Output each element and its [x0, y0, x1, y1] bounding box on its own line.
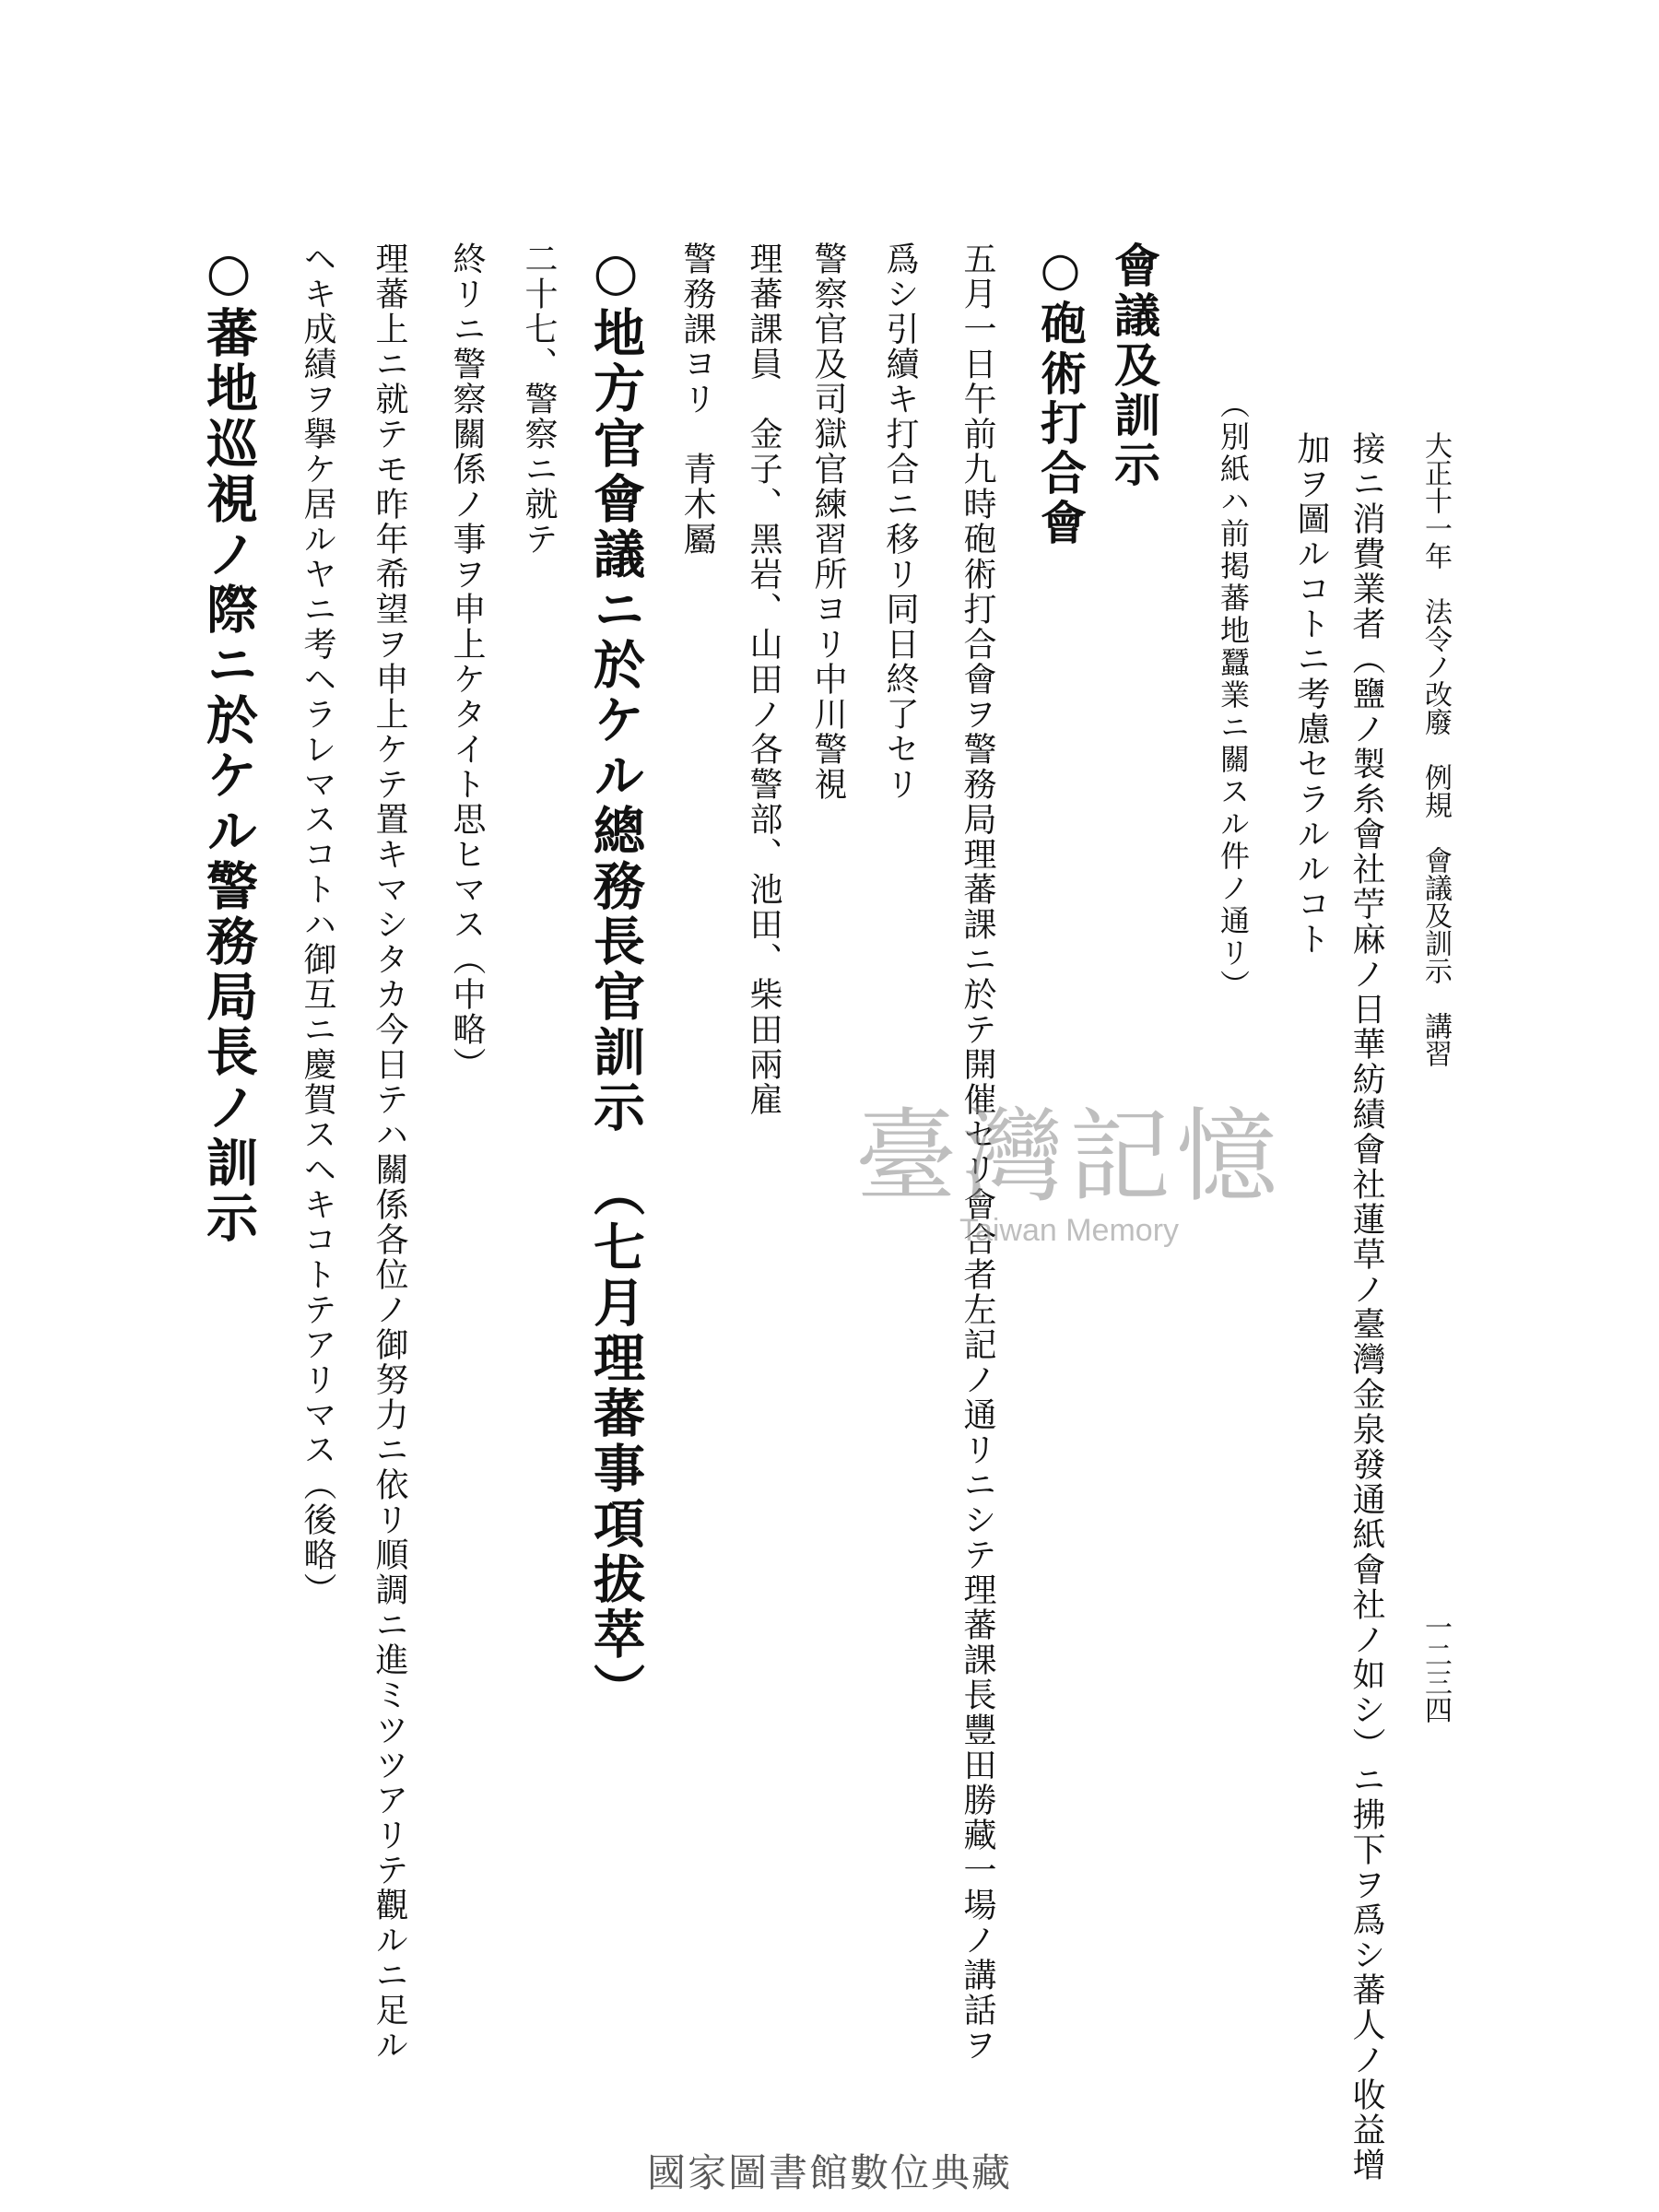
footer-credit: 國家圖書館數位典藏 — [646, 2150, 1012, 2195]
text-column: 終リニ警察關係ノ事ヲ申上ケタイト思ヒマス（中略） — [448, 241, 486, 1082]
text-column: ヘキ成績ヲ擧ケ居ルヤニ考ヘラレマスコトハ御互ニ慶賀スヘキコトテアリマス（後略） — [299, 241, 336, 1607]
text-column: 理蕃上ニ就テモ昨年希望ヲ申上ケテ置キマシタカ今日テハ關係各位ノ御努力ニ依リ順調ニ進ミツツアリテ觀ルニ足ル — [371, 241, 408, 2063]
text-column: 五月一日午前九時砲術打合會ヲ警務局理蕃課ニ於テ開催セリ會合者左記ノ通リニシテ理蕃課長豐田勝藏一場ノ講話ヲ — [959, 241, 996, 2063]
watermark-subtitle: Taiwan Memory — [959, 1213, 1180, 1248]
page-number: 一二三四 — [1419, 1613, 1452, 1724]
text-column: 警務課ヨリ 青木屬 — [678, 241, 716, 557]
watermark-title: 臺灣記憶 — [855, 1098, 1283, 1216]
section-heading: ○地方官會議ニ於ケル總務長官訓示 （七月理蕃事項拔萃） — [585, 241, 646, 1718]
section-heading: ○蕃地巡視ノ際ニ於ケル警務局長ノ訓示 — [198, 241, 259, 1246]
text-column: 爲シ引續キ打合ニ移リ同日終了セリ — [881, 241, 919, 802]
text-column: 警察官及司獄官練習所ヨリ中川警視 — [809, 241, 847, 802]
text-column: 接ニ消費業者（鹽ノ製糸會社苧麻ノ日華紡績會社蓮草ノ臺灣金泉發通紙會社ノ如シ）ニ拂下ヲ爲シ蕃人ノ收益增 — [1347, 431, 1385, 2183]
section-heading: ○砲術打合會 — [1033, 241, 1088, 548]
running-header: 大正十一年 法令ノ改廢 例規 會議及訓示 講習 — [1419, 431, 1452, 1067]
text-column: 二十七、警察ニ就テ — [520, 241, 558, 557]
text-column: 理蕃課員 金子、黑岩、山田ノ各警部、池田、柴田兩雇 — [745, 241, 782, 1117]
text-column: 加ヲ圖ルコトニ考慮セラルルコト — [1292, 431, 1330, 957]
watermark-logo — [830, 1098, 1309, 1249]
section-heading: 會議及訓示 — [1107, 241, 1161, 490]
text-column: （別紙ハ前掲蕃地蠶業ニ關スル件ノ通リ） — [1216, 389, 1251, 1002]
